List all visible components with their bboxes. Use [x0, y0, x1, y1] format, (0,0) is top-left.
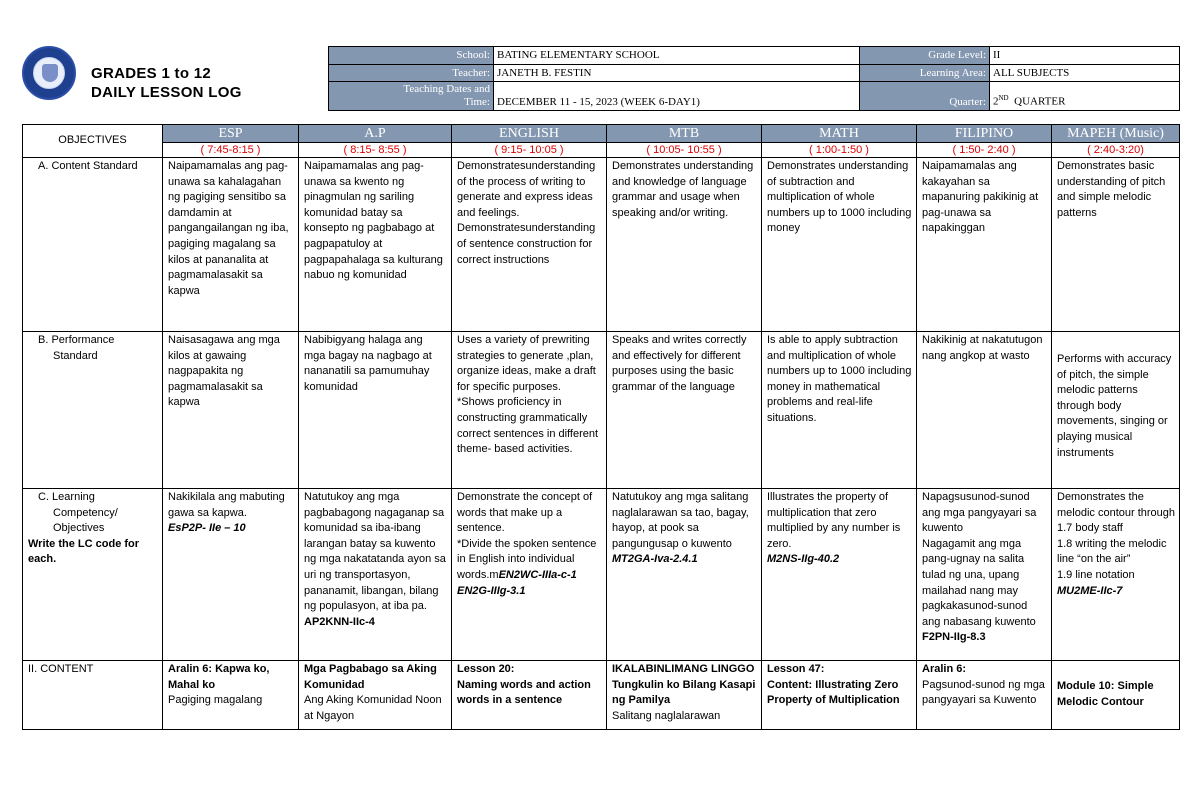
performance-standard-label-2: Standard	[53, 349, 98, 362]
performance-standard-mtb: Speaks and writes correctly and effectively for different purposes using the basic grammar of the language	[607, 332, 762, 489]
content-filipino-title: Aralin 6:	[922, 663, 967, 675]
content-filipino-text: Pagsunod-sunod ng mga pangyayari sa Kuwento	[922, 678, 1045, 707]
competency-english-text-2a: *Divide the spoken sentence in English into individual words.m	[457, 537, 597, 581]
time-filipino: ( 1:50- 2:40 )	[917, 143, 1052, 158]
quarter-number: 2	[993, 96, 999, 108]
learning-competency-label	[23, 489, 163, 661]
content-esp	[163, 661, 299, 730]
school-label: School:	[329, 47, 494, 65]
competency-mtb-code: MT2GA-Iva-2.4.1	[612, 553, 698, 566]
performance-standard-math: Is able to apply subtraction and multiplication of whole numbers up to 1000 including money in mathematical problems and real-life situations.	[762, 332, 917, 489]
content-english	[452, 661, 607, 730]
time-math: ( 1:00-1:50 )	[762, 143, 917, 158]
content-standard-row	[23, 158, 1180, 332]
content-ap-text: Ang Aking Komunidad Noon at Ngayon	[304, 694, 442, 722]
content-english-title-1: Lesson 20:	[457, 663, 515, 675]
competency-mapeh-code: MU2ME-IIc-7	[1057, 584, 1123, 597]
area-value: ALL SUBJECTS	[990, 64, 1180, 82]
content-esp-title: Aralin 6: Kapwa ko, Mahal ko	[168, 663, 270, 691]
content-standard-filipino: Naipamamalas ang kakayahan sa mapanuring pakikinig at pag-unawa sa napakinggan	[917, 158, 1052, 332]
content-mtb-title: IKALABINLIMANG LINGGO Tungkulin ko Bilang Kasapi ng Pamilya	[612, 663, 756, 707]
performance-english-text-1: Uses a variety of prewriting strategies to generate ,plan, organize ideas, make a draft for specific purposes.	[457, 334, 596, 393]
learning-competency-label-2: Competency/	[53, 506, 118, 519]
competency-english-text-2	[457, 537, 602, 584]
competency-esp-text: Nakikilala ang mabuting gawa sa kapwa.	[168, 491, 285, 519]
competency-english-code-1: EN2WC-IIIa-c-1	[498, 568, 577, 581]
performance-standard-mapeh: Performs with accuracy of pitch, the simple melodic patterns through body movements, singing or playing musical instruments	[1052, 332, 1180, 489]
dates-label	[329, 82, 494, 111]
content-math	[762, 661, 917, 730]
learning-competency-label-1: C. Learning	[38, 491, 95, 503]
content-standard-label-text: A. Content Standard	[38, 160, 138, 172]
subject-ap: A.P	[299, 125, 452, 143]
competency-math-code: M2NS-IIg-40.2	[767, 553, 840, 566]
header	[22, 46, 1179, 111]
title-line-2: DAILY LESSON LOG	[91, 84, 242, 101]
quarter-value	[990, 82, 1180, 111]
lesson-log-table	[22, 124, 1180, 730]
content-standard-english: Demonstratesunderstanding of the process of writing to generate and express ideas and feelings. Demonstratesunderstanding of sentence construction for correct instructions	[452, 158, 607, 332]
teacher-label: Teacher:	[329, 64, 494, 82]
content-standard-label	[23, 158, 163, 332]
competency-english-code-2: EN2G-IIIg-3.1	[457, 584, 526, 597]
performance-standard-esp: Naisasagawa ang mga kilos at gawaing nagpapakita ng pagmamalasakit sa kapwa	[163, 332, 299, 489]
time-english: ( 9:15- 10:05 )	[452, 143, 607, 158]
grade-label: Grade Level:	[860, 47, 990, 65]
competency-mapeh-text-1: Demonstrates the melodic contour through	[1057, 491, 1176, 519]
teacher-value: JANETH B. FESTIN	[494, 64, 860, 82]
content-english-title-2: Naming words and action words in a sentence	[457, 678, 591, 707]
content-mapeh-title: Module 10: Simple Melodic Contour	[1057, 680, 1154, 708]
content-standard-mapeh: Demonstrates basic understanding of pitch and simple melodic patterns	[1052, 158, 1180, 332]
performance-standard-english	[452, 332, 607, 489]
log-title	[91, 64, 242, 102]
content-ap-title: Mga Pagbabago sa Aking Komunidad	[304, 663, 437, 691]
school-value: BATING ELEMENTARY SCHOOL	[494, 47, 860, 65]
competency-esp-code: EsP2P- IIe – 10	[168, 522, 246, 535]
content-standard-esp: Naipamamalas ang pag-unawa sa kahalagahan ng pagiging sensitibo sa damdamin at pangangailangan ng iba, pagiging magalang sa kilos at pananalita at pagmamalasakit sa kapwa	[163, 158, 299, 332]
quarter-label: Quarter:	[860, 82, 990, 111]
subject-english: ENGLISH	[452, 125, 607, 143]
time-ap: ( 8:15- 8:55 )	[299, 143, 452, 158]
competency-ap-code: AP2KNN-IIc-4	[304, 615, 375, 628]
competency-ap-text: Natutukoy ang mga pagbabagong nagaganap sa komunidad sa iba-ibang larangan batay sa kuwento ng mga nakatatanda ayon sa uri ng transportasyon, pananamit, libangan, bilang ng populasyon, at iba pa.	[304, 491, 446, 613]
content-standard-math: Demonstrates understanding of subtraction and multiplication of whole numbers up to 1000 including money	[762, 158, 917, 332]
content-label: II. CONTENT	[23, 661, 163, 730]
info-table	[328, 46, 1180, 111]
content-math-title-2: Content: Illustrating Zero Property of Multiplication	[767, 678, 900, 707]
learning-competency-label-3: Objectives	[53, 522, 105, 535]
performance-standard-row	[23, 332, 1180, 489]
subject-math: MATH	[762, 125, 917, 143]
subject-filipino: FILIPINO	[917, 125, 1052, 143]
content-math-title-1: Lesson 47:	[767, 663, 825, 675]
competency-filipino-text-1: Napagsusunod-sunod ang mga pangyayari sa kuwento	[922, 491, 1037, 535]
competency-mapeh-text-2: 1.7 body staff	[1057, 522, 1123, 535]
competency-mapeh-text-4: 1.9 line notation	[1057, 568, 1135, 581]
subject-mapeh: MAPEH (Music)	[1052, 125, 1180, 143]
subject-esp: ESP	[163, 125, 299, 143]
content-standard-ap: Naipamamalas ang pag-unawa sa kwento ng pinagmulan ng sariling komunidad batay sa konsepto ng pagbabago at pagpapatuloy at pagpapahalaga sa kulturang nabuo ng komunidad	[299, 158, 452, 332]
competency-ap	[299, 489, 452, 661]
performance-standard-ap: Nabibigyang halaga ang mga bagay na nagbago at nananatili sa pamumuhay komunidad	[299, 332, 452, 489]
competency-mtb	[607, 489, 762, 661]
learning-competency-row	[23, 489, 1180, 661]
objectives-label: OBJECTIVES	[23, 125, 163, 158]
competency-math-text: Illustrates the property of multiplication that zero multiplied by any number is zero.	[767, 491, 901, 550]
competency-filipino	[917, 489, 1052, 661]
dates-label-line-1: Teaching Dates and	[403, 83, 490, 96]
performance-standard-label	[23, 332, 163, 489]
content-esp-text: Pagiging magalang	[168, 694, 263, 707]
time-mtb: ( 10:05- 10:55 )	[607, 143, 762, 158]
competency-esp	[163, 489, 299, 661]
title-line-1: GRADES 1 to 12	[91, 65, 212, 82]
content-mapeh	[1052, 661, 1180, 730]
competency-english-text-1: Demonstrate the concept of words that make up a sentence.	[457, 491, 593, 535]
dates-label-line-2: Time:	[464, 96, 490, 109]
dates-value: DECEMBER 11 - 15, 2023 (WEEK 6-DAY1)	[494, 82, 860, 111]
performance-english-text-2: *Shows proficiency in constructing grammatically correct sentences in different theme- based activities.	[457, 396, 599, 456]
quarter-word: QUARTER	[1014, 96, 1066, 108]
content-ap	[299, 661, 452, 730]
quarter-ordinal: ND	[998, 94, 1009, 103]
time-row	[23, 143, 1180, 158]
competency-mapeh	[1052, 489, 1180, 661]
content-mtb	[607, 661, 762, 730]
competency-filipino-code: F2PN-IIg-8.3	[922, 631, 986, 644]
grade-value: II	[990, 47, 1180, 65]
subject-mtb: MTB	[607, 125, 762, 143]
competency-english	[452, 489, 607, 661]
time-esp: ( 7:45-8:15 )	[163, 143, 299, 158]
content-row	[23, 661, 1180, 730]
competency-filipino-text-2: Nagagamit ang mga pang-ugnay na salita tulad ng una, upang mailahad nang may pagkakasunod-sunod ang nabasang kuwento	[922, 537, 1036, 628]
content-filipino	[917, 661, 1052, 730]
competency-mtb-text: Natutukoy ang mga salitang naglalarawan sa tao, bagay, hayop, at pook sa pangungusap o kuwento	[612, 491, 749, 550]
content-mtb-text: Salitang naglalarawan	[612, 709, 721, 722]
time-mapeh: ( 2:40-3:20)	[1052, 143, 1180, 158]
performance-standard-filipino: Nakikinig at nakatutugon nang angkop at wasto	[917, 332, 1052, 489]
subject-header-row	[23, 125, 1180, 143]
learning-competency-label-4: Write the LC code for each.	[28, 537, 140, 566]
competency-math	[762, 489, 917, 661]
competency-mapeh-text-3: 1.8 writing the melodic line “on the air”	[1057, 537, 1167, 566]
area-label: Learning Area:	[860, 64, 990, 82]
performance-standard-label-1: B. Performance	[38, 334, 115, 346]
deped-seal-logo	[22, 46, 76, 100]
content-standard-mtb: Demonstrates understanding and knowledge of language grammar and usage when speaking and/or writing.	[607, 158, 762, 332]
